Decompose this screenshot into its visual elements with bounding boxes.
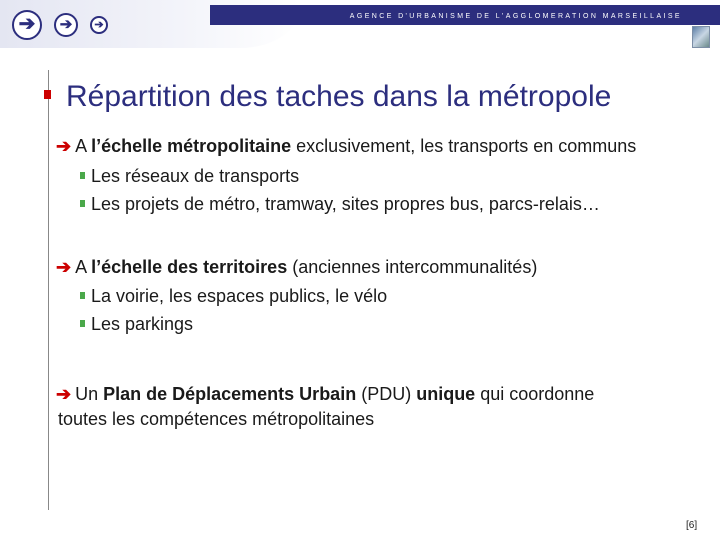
- vertical-rule: [48, 70, 49, 510]
- lead-prefix: A: [75, 136, 92, 156]
- section-pdu-lead: [56, 384, 594, 405]
- organization-name: AGENCE D'URBANISME DE L'AGGLOMERATION MARSEILLAISE: [349, 13, 682, 20]
- square-bullet-icon: [80, 320, 85, 327]
- list-item-text: Les réseaux de transports: [91, 166, 300, 186]
- list-item-text: La voirie, les espaces publics, le vélo: [91, 286, 388, 306]
- lead-bold: l’échelle des territoires: [91, 257, 288, 277]
- title-bullet-icon: [44, 90, 51, 99]
- arrow-right-icon: ➔: [54, 13, 78, 37]
- list-item-text: Les parkings: [91, 314, 194, 334]
- slide-header: [0, 0, 720, 48]
- square-bullet-icon: [80, 292, 85, 299]
- lead-bold-2: unique: [416, 384, 476, 404]
- organization-logo: [692, 26, 710, 48]
- page-number: [6]: [686, 520, 698, 531]
- lead-prefix: A: [75, 257, 92, 277]
- arrow-right-icon: ➔: [90, 16, 108, 34]
- lead-bold: Plan de Déplacements Urbain: [103, 384, 357, 404]
- list-item: [80, 194, 600, 215]
- slide-title: Répartition des taches dans la métropole: [66, 80, 612, 113]
- list-item: [80, 166, 299, 187]
- section-metropolitan-lead: [56, 136, 636, 157]
- section-territories-lead: [56, 257, 537, 278]
- lead-prefix: Un: [75, 384, 104, 404]
- arrow-right-icon: ➔: [12, 10, 42, 40]
- lead-mid: (PDU): [356, 384, 417, 404]
- header-band: [210, 5, 720, 25]
- lead-rest: qui coordonne: [475, 384, 595, 404]
- lead-rest: (anciennes intercommunalités): [287, 257, 538, 277]
- list-item: [80, 314, 193, 335]
- square-bullet-icon: [80, 172, 85, 179]
- arrow-bullet-icon: ➔: [56, 384, 72, 404]
- arrow-bullet-icon: ➔: [56, 257, 72, 277]
- list-item: [80, 286, 387, 307]
- lead-rest: exclusivement, les transports en communs: [291, 136, 637, 156]
- section-pdu-line2: toutes les compétences métropolitaines: [58, 409, 375, 429]
- square-bullet-icon: [80, 200, 85, 207]
- arrow-bullet-icon: ➔: [56, 136, 72, 156]
- list-item-text: Les projets de métro, tramway, sites propres bus, parcs-relais…: [91, 194, 600, 214]
- lead-bold: l’échelle métropolitaine: [91, 136, 292, 156]
